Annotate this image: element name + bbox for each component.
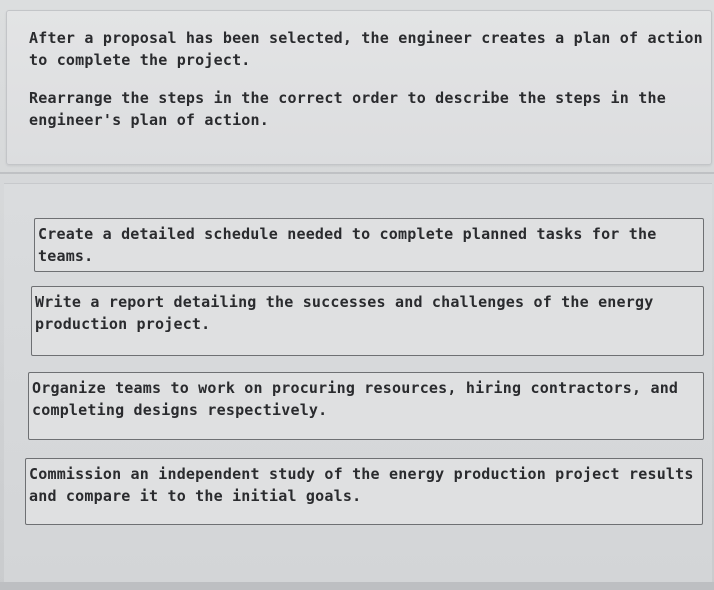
prompt-paragraph-instruction: Rearrange the steps in the correct order to describe the steps in the engineer's plan of action.	[29, 89, 666, 129]
question-prompt-card	[6, 10, 712, 165]
section-divider	[0, 172, 714, 174]
draggable-step-3[interactable]: Organize teams to work on procuring resources, hiring contractors, and completing designs respectively.	[28, 372, 704, 440]
draggable-step-2[interactable]: Write a report detailing the successes and challenges of the energy production project.	[31, 286, 704, 356]
panel-bottom-edge	[0, 582, 714, 590]
prompt-paragraph-intro: After a proposal has been selected, the engineer creates a plan of action to complete the project.	[29, 29, 703, 69]
draggable-step-1[interactable]: Create a detailed schedule needed to complete planned tasks for the teams.	[34, 218, 704, 272]
draggable-step-4[interactable]: Commission an independent study of the energy production project results and compare it to the initial goals.	[25, 458, 703, 525]
